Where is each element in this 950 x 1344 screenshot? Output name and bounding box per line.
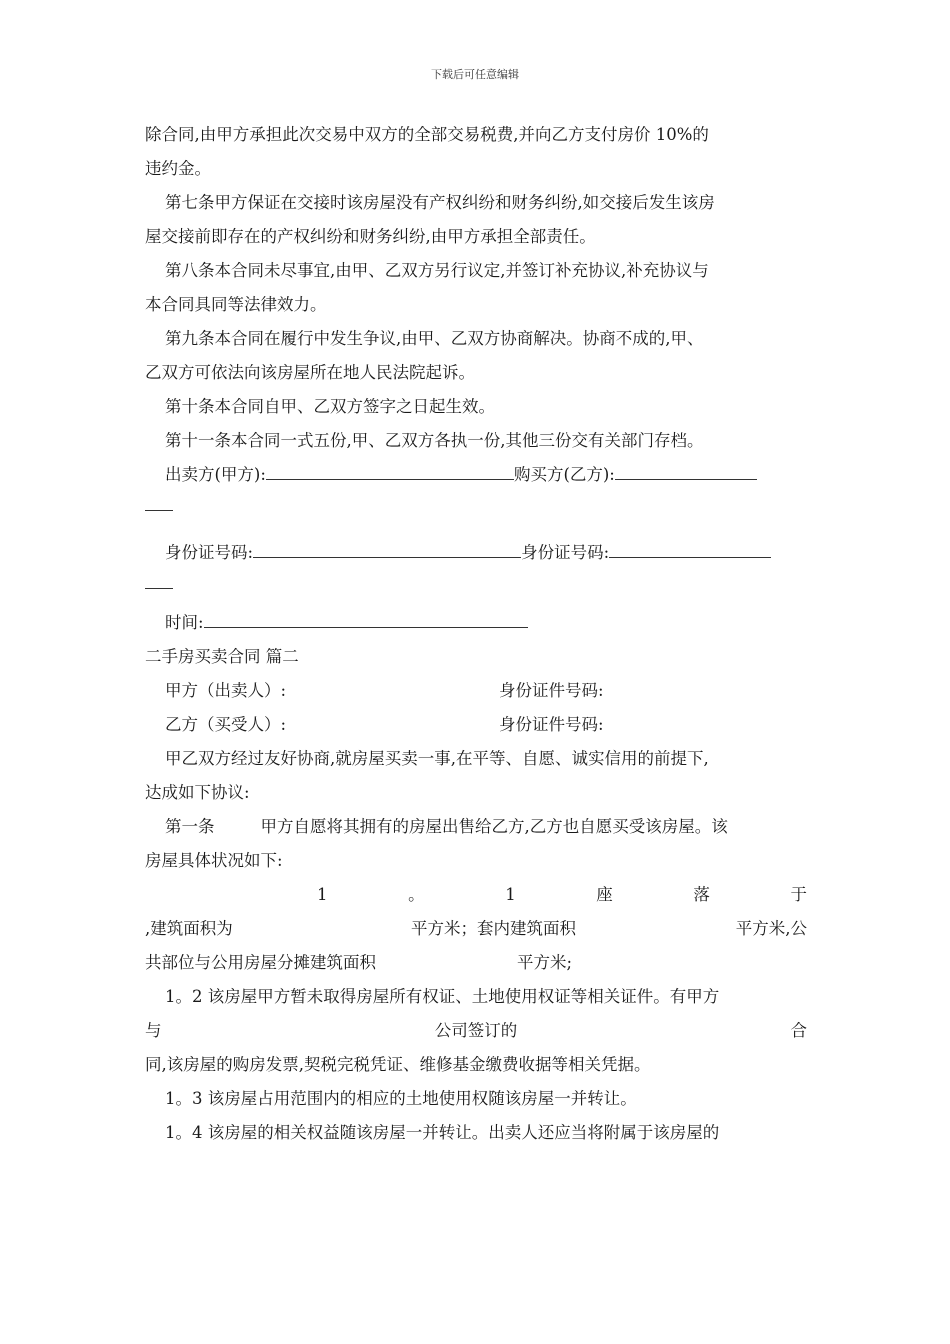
document-body bbox=[145, 118, 807, 1150]
article-7: 第七条甲方保证在交接时该房屋没有产权纠纷和财务纠纷,如交接后发生该房 bbox=[165, 193, 715, 212]
seller-id-blank bbox=[253, 537, 521, 558]
intro-cont: 达成如下协议: bbox=[145, 783, 250, 802]
clause-1-3: 1。3 该房屋占用范围内的相应的土地使用权随该房屋一并转让。 bbox=[165, 1089, 637, 1108]
clause-1 bbox=[145, 810, 807, 844]
article-10: 第十条本合同自甲、乙双方签字之日起生效。 bbox=[165, 397, 495, 416]
buyer-id-blank bbox=[609, 537, 771, 558]
clause-1-4: 1。4 该房屋的相关权益随该房屋一并转让。出卖人还应当将附属于该房屋的 bbox=[165, 1123, 720, 1142]
party-b-label: 乙方（买受人）: bbox=[165, 715, 287, 734]
clause-1-head: 第一条 bbox=[165, 817, 215, 836]
blank-continuation bbox=[145, 570, 173, 589]
article-8: 第八条本合同未尽事宜,由甲、乙双方另行议定,并签订补充协议,补充协议与 bbox=[165, 261, 709, 280]
party-a-label: 甲方（出卖人）: bbox=[165, 681, 287, 700]
time-label: 时间: bbox=[165, 613, 204, 632]
intro-line: 甲乙双方经过友好协商,就房屋买卖一事,在平等、自愿、诚实信用的前提下, bbox=[165, 749, 709, 768]
paragraph-line: 违约金。 bbox=[145, 159, 211, 178]
signature-line-ids bbox=[145, 536, 807, 570]
paragraph-line: 除合同,由甲方承担此次交易中双方的全部交易税费,并向乙方支付房价 10%的 bbox=[145, 125, 709, 144]
article-11: 第十一条本合同一式五份,甲、乙双方各执一份,其他三份交有关部门存档。 bbox=[165, 431, 704, 450]
buyer-id-label: 身份证号码: bbox=[521, 543, 610, 562]
article-7-cont: 屋交接前即存在的产权纠纷和财务纠纷,由甲方承担全部责任。 bbox=[145, 227, 596, 246]
party-b-line bbox=[145, 708, 807, 742]
party-a-line bbox=[145, 674, 807, 708]
clause-1-cont: 房屋具体状况如下: bbox=[145, 851, 283, 870]
page-header: 下载后可任意编辑 bbox=[431, 68, 519, 81]
time-blank bbox=[204, 607, 528, 628]
seller-id-label: 身份证号码: bbox=[165, 543, 254, 562]
buyer-blank bbox=[615, 459, 757, 480]
area-line-cont: 共部位与公用房屋分摊建筑面积 平方米; bbox=[145, 953, 573, 972]
seller-label: 出卖方(甲方): bbox=[165, 465, 266, 484]
seller-blank bbox=[266, 459, 514, 480]
clause-1-2: 1。2 该房屋甲方暂未取得房屋所有权证、土地使用权证等相关证件。有甲方 bbox=[165, 987, 720, 1006]
blank-continuation bbox=[145, 492, 173, 511]
section-title: 二手房买卖合同 篇二 bbox=[145, 647, 299, 666]
clause-1-1-line: 1 。 1 座 落 于 bbox=[317, 885, 807, 904]
party-a-id-label: 身份证件号码: bbox=[499, 681, 604, 700]
clause-1-text: 甲方自愿将其拥有的房屋出售给乙方,乙方也自愿买受该房屋。该 bbox=[260, 817, 728, 836]
signature-line-parties bbox=[145, 458, 807, 492]
article-8-cont: 本合同具同等法律效力。 bbox=[145, 295, 327, 314]
article-9: 第九条本合同在履行中发生争议,由甲、乙双方协商解决。协商不成的,甲、 bbox=[165, 329, 704, 348]
party-b-id-label: 身份证件号码: bbox=[499, 715, 604, 734]
article-9-cont: 乙双方可依法向该房屋所在地人民法院起诉。 bbox=[145, 363, 475, 382]
clause-1-2-cont: 同,该房屋的购房发票,契税完税凭证、维修基金缴费收据等相关凭据。 bbox=[145, 1055, 651, 1074]
area-line: ,建筑面积为 平方米；套内建筑面积 平方米,公 bbox=[145, 919, 807, 938]
signature-line-time bbox=[145, 606, 807, 640]
clause-1-2-words: 与 公司签订的 合 bbox=[145, 1021, 807, 1040]
buyer-label: 购买方(乙方): bbox=[513, 465, 615, 484]
